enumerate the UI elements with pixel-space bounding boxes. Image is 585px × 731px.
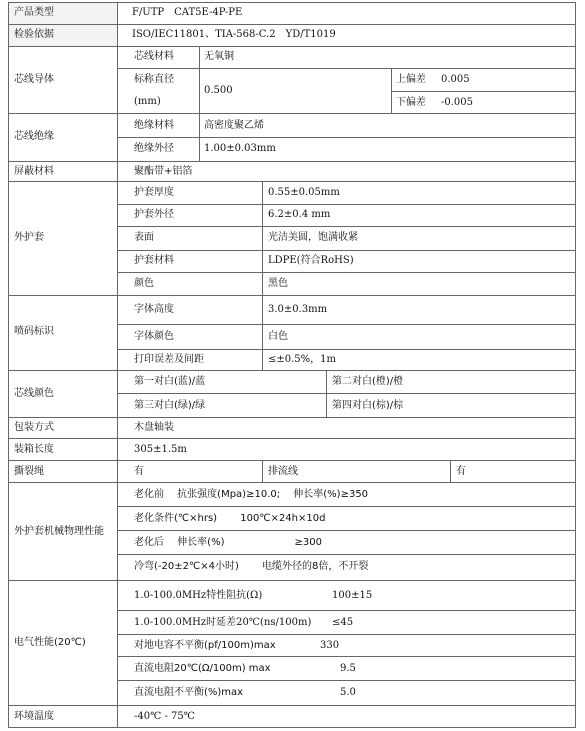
inspection-basis-label: 检验依据 [14, 29, 54, 40]
conductor-label: 芯线导体 [14, 74, 54, 85]
rule [8, 181, 576, 182]
box-length-value: 305±1.5m [134, 444, 187, 455]
lower-deviation-value: -0.005 [441, 97, 474, 108]
electrical-row-value: 330 [320, 640, 340, 651]
jacket-row-label: 护套材料 [134, 255, 174, 266]
rule [117, 610, 576, 611]
rule [117, 137, 576, 138]
jacket-label: 外护套 [14, 232, 44, 243]
jacket-row-label: 颜色 [134, 278, 154, 289]
insulation-material-value: 高密度聚乙烯 [204, 120, 264, 131]
electrical-label: 电气性能(20℃) [14, 637, 86, 648]
box-length-label: 装箱长度 [14, 444, 54, 455]
jacket-row-value: 6.2±0.4 mm [268, 209, 331, 220]
rule [117, 634, 576, 635]
rule [8, 46, 576, 47]
rule [117, 393, 576, 394]
jacket-row-label: 表面 [134, 232, 154, 243]
electrical-row-value: 9.5 [340, 663, 356, 674]
rule [117, 204, 576, 205]
drain-wire-value: 有 [456, 466, 466, 477]
drain-wire-label: 排流线 [268, 466, 298, 477]
rule [117, 250, 576, 251]
mechanical-label: 外护套机械物理性能 [14, 526, 104, 537]
core-color-pair: 第二对白(橙)/橙 [332, 376, 404, 387]
rule [117, 680, 576, 681]
jacket-row-value: 0.55±0.05mm [268, 187, 340, 198]
ripcord-label: 撕裂绳 [14, 466, 44, 477]
ripcord-value: 有 [134, 466, 144, 477]
rule [391, 91, 576, 92]
rule [117, 324, 576, 325]
electrical-row-value: 5.0 [340, 687, 356, 698]
rule [8, 2, 9, 728]
electrical-row-label: 1.0-100.0MHz时延差20℃(ns/100m) [134, 617, 312, 628]
diameter-unit: (mm) [134, 96, 161, 107]
rule [8, 161, 576, 162]
jacket-row-label: 护套厚度 [134, 187, 174, 198]
upper-deviation-value: 0.005 [441, 74, 470, 85]
rule [199, 113, 200, 161]
rule [8, 113, 576, 114]
shield-label: 屏蔽材料 [14, 166, 54, 177]
rule [8, 460, 576, 461]
mechanical-row: 老化条件(℃×hrs) 100℃×24h×10d [134, 513, 326, 524]
electrical-row-label: 对地电容不平衡(pf/100m)max [134, 640, 276, 651]
rule [8, 438, 576, 439]
rule [575, 2, 576, 728]
rule [8, 580, 576, 581]
rule [8, 370, 576, 371]
rule [117, 554, 576, 555]
marking-row-label: 打印误差及间距 [134, 354, 204, 365]
marking-label: 喷码标识 [14, 326, 54, 337]
electrical-row-value: ≤45 [332, 617, 354, 628]
conductor-material-value: 无氧铜 [204, 51, 234, 62]
product-type-value: F/UTP CAT5E-4P-PE [132, 7, 243, 18]
electrical-row-label: 1.0-100.0MHz特性阻抗(Ω) [134, 590, 263, 601]
shield-value: 聚酯带+铝箔 [134, 166, 193, 177]
rule [450, 460, 451, 482]
core-color-pair: 第三对白(绿)/绿 [134, 400, 206, 411]
rule [117, 2, 118, 728]
rule [8, 482, 576, 483]
insulation-od-value: 1.00±0.03mm [204, 143, 276, 154]
product-type-label: 产品类型 [14, 7, 54, 18]
mechanical-row: 冷弯(-20±2℃×4小时) 电缆外径的8倍，不开裂 [134, 561, 369, 572]
diameter-label: 标称直径 [134, 74, 174, 85]
rule [8, 705, 576, 706]
marking-row-label: 字体颜色 [134, 331, 174, 342]
rule [262, 460, 263, 482]
jacket-row-value: LDPE(符合RoHS) [268, 255, 354, 266]
electrical-row-label: 直流电阻20℃(Ω/100m) max [134, 663, 271, 674]
jacket-row-value: 黑色 [268, 278, 288, 289]
diameter-value: 0.500 [204, 85, 233, 96]
jacket-row-value: 光洁美圆，饱满收紧 [268, 232, 358, 243]
packaging-label: 包装方式 [14, 422, 54, 433]
rule [117, 349, 576, 350]
insulation-material-label: 绝缘材料 [134, 120, 174, 131]
rule [117, 506, 576, 507]
mechanical-row: 老化后 伸长率(%) ≥300 [134, 537, 322, 548]
rule [117, 656, 576, 657]
rule [8, 2, 576, 3]
core-color-pair: 第四对白(棕)/棕 [332, 400, 404, 411]
rule [262, 295, 263, 370]
insulation-od-label: 绝缘外径 [134, 143, 174, 154]
mechanical-row: 老化前 抗张强度(Mpa)≥10.0; 伸长率(%)≥350 [134, 489, 369, 500]
jacket-row-label: 护套外径 [134, 209, 174, 220]
lower-deviation-label: 下偏差 [396, 97, 426, 108]
marking-row-label: 字体高度 [134, 304, 174, 315]
env-temp-label: 环境温度 [14, 711, 54, 722]
marking-row-value: 3.0±0.3mm [268, 304, 328, 315]
rule [117, 68, 576, 69]
core-color-pair: 第一对白(蓝)/蓝 [134, 376, 206, 387]
rule [262, 181, 263, 295]
rule [8, 727, 576, 728]
marking-row-value: ≤±0.5%，1m [268, 354, 337, 365]
rule [199, 46, 200, 113]
inspection-basis-value: ISO/IEC11801、TIA-568-C.2 YD/T1019 [132, 29, 336, 40]
upper-deviation-label: 上偏差 [396, 74, 426, 85]
packaging-value: 木盘轴装 [134, 422, 174, 433]
rule [8, 295, 576, 296]
env-temp-value: -40℃ - 75℃ [134, 711, 195, 722]
rule [8, 417, 576, 418]
rule [117, 530, 576, 531]
conductor-material-label: 芯线材料 [134, 51, 174, 62]
core-colors-label: 芯线颜色 [14, 388, 54, 399]
rule [8, 24, 576, 25]
insulation-label: 芯线绝缘 [14, 131, 54, 142]
rule [117, 272, 576, 273]
electrical-row-label: 直流电阻不平衡(%)max [134, 687, 244, 698]
electrical-row-value: 100±15 [332, 590, 373, 601]
marking-row-value: 白色 [268, 331, 288, 342]
rule [117, 226, 576, 227]
